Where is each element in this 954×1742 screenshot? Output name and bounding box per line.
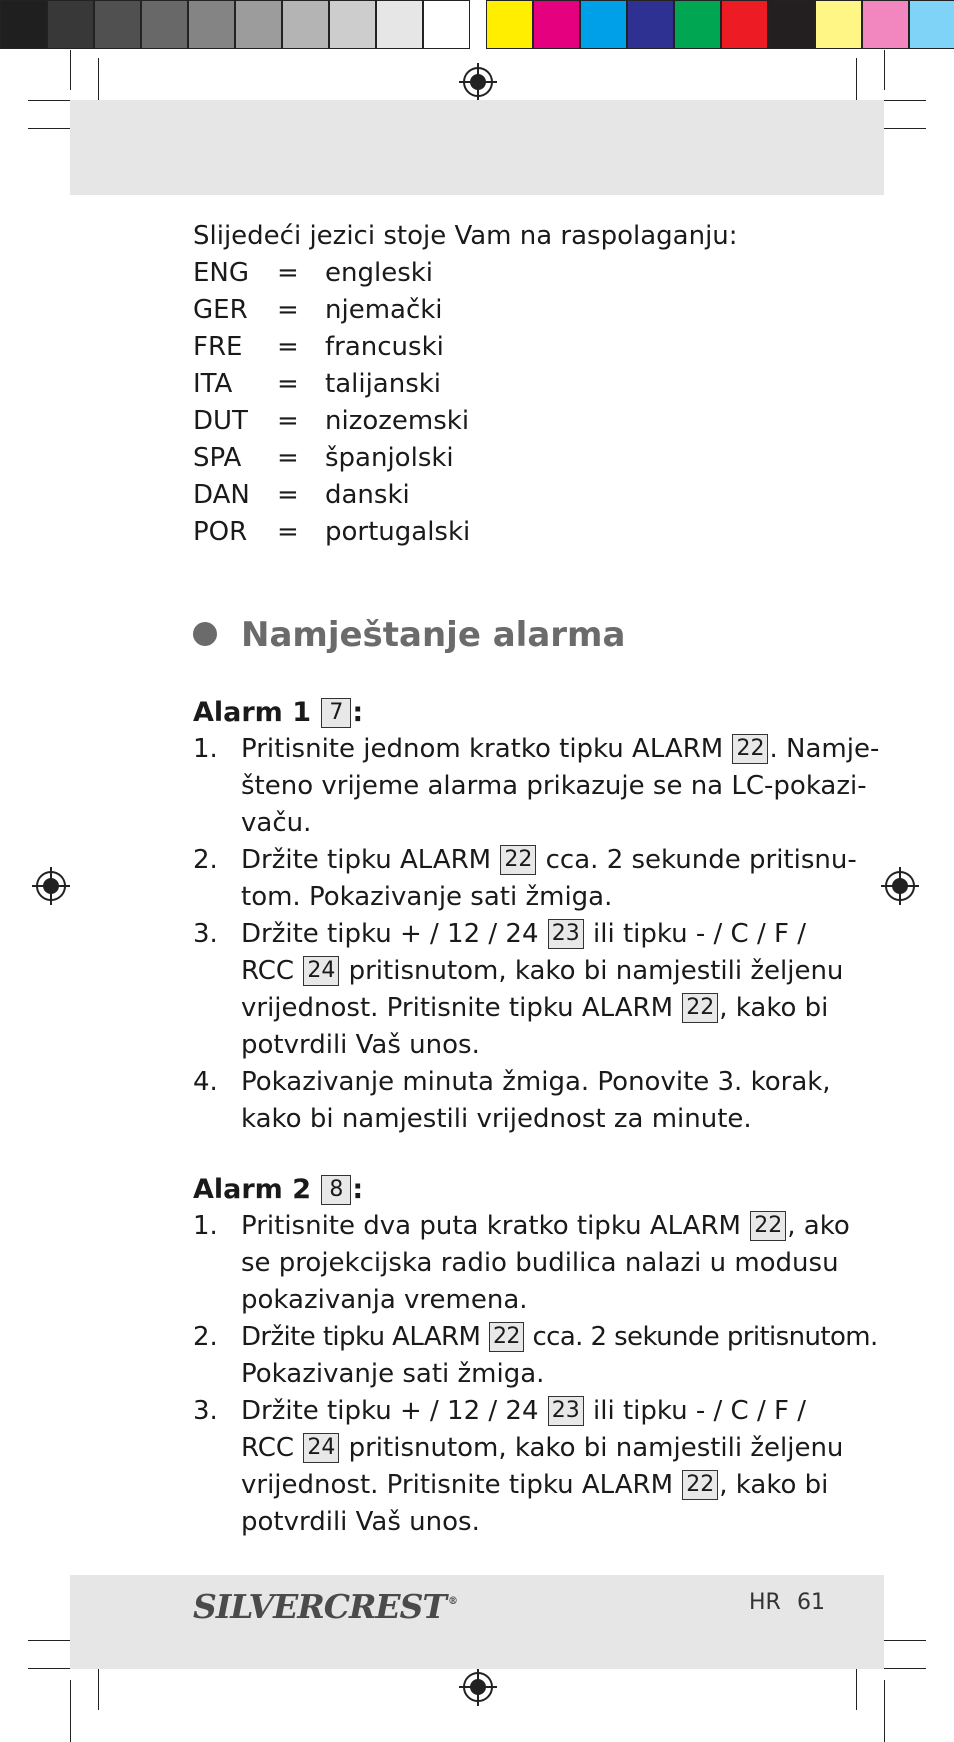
language-row [193,255,813,292]
step-text: cca. 2 sekunde pritisnu- [537,845,857,875]
language-row [193,514,813,551]
color-swatch [94,0,141,49]
ref-number: 22 [500,845,536,875]
registration-mark-icon [881,867,919,905]
step-line [241,1282,813,1319]
step-text: kako bi namjestili vrijednost za minute. [241,1104,752,1134]
alarm2-block [193,1171,878,1541]
color-swatch [235,0,282,49]
step-item [193,1319,878,1393]
equals-sign: = [277,369,299,399]
ref-number: 22 [750,1211,786,1241]
color-calibration-bar [0,0,954,50]
color-swatch [329,0,376,49]
color-swatch [423,0,470,49]
ref-number: 24 [303,1433,339,1463]
step-line [241,1208,850,1245]
step-number: 2. [193,845,218,875]
step-text: Držite tipku ALARM [241,845,500,875]
alarm2-title [193,1171,813,1208]
step-text: , kako bi [719,993,829,1023]
color-swatch [486,0,533,49]
equals-sign: = [277,295,299,325]
language-name: francuski [325,332,444,362]
ref-number: 23 [548,919,584,949]
alarm1-block [193,694,880,1138]
step-text: Pokazivanje sati žmiga. [241,1359,545,1389]
step-line [241,731,880,768]
language-name: nizozemski [325,406,470,436]
color-swatch [0,0,47,49]
step-line [241,768,867,805]
step-number: 3. [193,1396,218,1426]
registration-mark-icon [32,867,70,905]
step-text: šteno vrijeme alarma prikazuje se na LC-pokazi- [241,771,867,801]
language-name: španjolski [325,443,454,473]
step-text: Držite tipku + / 12 / 24 [241,1396,547,1426]
step-text: Pritisnite dva puta kratko tipku ALARM [241,1211,750,1241]
language-code-label: DAN [193,480,250,510]
step-number: 4. [193,1067,218,1097]
step-text: RCC [241,1433,303,1463]
step-text: . Namje- [769,734,880,764]
step-line [241,1319,878,1356]
language-intro: Slijedeći jezici stoje Vam na raspolaganju: [193,221,738,251]
language-name: danski [325,480,410,510]
color-swatch [862,0,909,49]
step-line [241,953,844,990]
language-name: engleski [325,258,434,288]
step-text: pritisnutom, kako bi namjestili željenu [340,1433,844,1463]
equals-sign: = [277,332,299,362]
language-name: portugalski [325,517,471,547]
step-text: Pritisnite jednom kratko tipku ALARM [241,734,732,764]
registration-mark-icon [459,1668,497,1706]
step-number: 3. [193,919,218,949]
step-text: pokazivanja vremena. [241,1285,528,1315]
step-line [241,1027,813,1064]
language-code: HR [749,1590,781,1615]
crop-mark [884,1680,885,1742]
step-text: ili tipku - / C / F / [584,919,806,949]
color-swatch [282,0,329,49]
step-line [241,1430,844,1467]
color-swatch [47,0,94,49]
language-code-label: SPA [193,443,242,473]
color-swatch [376,0,423,49]
color-swatch [188,0,235,49]
language-list [193,218,813,551]
step-text: vaču. [241,808,312,838]
section-heading [193,612,625,658]
step-item [193,916,844,1064]
language-name: talijanski [325,369,442,399]
step-item [193,1064,831,1138]
step-item [193,1393,844,1541]
language-row [193,440,813,477]
alarm2-colon: : [352,1174,364,1205]
brand-logo [193,1584,457,1625]
step-text: potvrdili Vaš unos. [241,1507,480,1537]
step-text: pritisnutom, kako bi namjestili željenu [340,956,844,986]
step-line [241,1356,813,1393]
step-number: 1. [193,734,218,764]
color-swatch [580,0,627,49]
language-row [193,292,813,329]
ref-number: 23 [548,1396,584,1426]
step-number: 1. [193,1211,218,1241]
language-code-label: FRE [193,332,243,362]
equals-sign: = [277,406,299,436]
alarm1-colon: : [352,697,364,728]
step-line [241,1504,813,1541]
step-text: vrijednost. Pritisnite tipku ALARM [241,993,682,1023]
step-text: se projekcijska radio budilica nalazi u modusu [241,1248,839,1278]
language-row [193,403,813,440]
step-line [241,916,813,953]
step-line [241,1393,813,1430]
color-swatch [674,0,721,49]
color-swatch [815,0,862,49]
equals-sign: = [277,480,299,510]
crop-mark [884,50,885,90]
section-title: Namještanje alarma [241,615,626,655]
step-line [241,879,813,916]
alarm1-title [193,694,813,731]
step-text: RCC [241,956,303,986]
step-text: vrijednost. Pritisnite tipku ALARM [241,1470,682,1500]
step-item [193,731,880,842]
language-name: njemački [325,295,443,325]
ref-number: 7 [321,698,351,728]
step-line [241,805,813,842]
color-swatch [533,0,580,49]
ref-number: 22 [489,1322,524,1352]
color-swatch [768,0,815,49]
color-swatch [141,0,188,49]
ref-number: 8 [321,1175,351,1205]
step-text: Pokazivanje minuta žmiga. Ponovite 3. korak, [241,1067,831,1097]
color-swatch [721,0,768,49]
language-row [193,366,813,403]
language-code-label: GER [193,295,248,325]
registration-mark-icon [459,63,497,101]
color-swatch [909,0,954,49]
page-number: 61 [797,1590,825,1615]
alarm1-title-text: Alarm 1 [193,697,312,728]
step-number: 2. [193,1322,218,1352]
crop-mark [70,1680,71,1742]
language-row [193,329,813,366]
step-line [241,990,829,1027]
equals-sign: = [277,517,299,547]
step-text: tom. Pokazivanje sati žmiga. [241,882,613,912]
step-text: ili tipku - / C / F / [584,1396,806,1426]
step-line [241,1467,829,1504]
ref-number: 24 [303,956,339,986]
step-item [193,842,857,916]
step-text: Držite tipku ALARM [241,1322,488,1352]
step-line [241,1064,831,1101]
step-text: , ako [787,1211,850,1241]
equals-sign: = [277,443,299,473]
crop-mark [70,50,71,90]
step-line [241,1245,839,1282]
ref-number: 22 [682,993,718,1023]
step-text: potvrdili Vaš unos. [241,1030,480,1060]
step-line [241,1101,813,1138]
ref-number: 22 [732,734,768,764]
ref-number: 22 [682,1470,718,1500]
bullet-icon [193,622,217,646]
brand-name: SILVERCREST [193,1587,446,1626]
step-text: Držite tipku + / 12 / 24 [241,919,547,949]
header-band [70,100,884,195]
language-code-label: DUT [193,406,248,436]
equals-sign: = [277,258,299,288]
language-code-label: ITA [193,369,233,399]
language-row [193,477,813,514]
alarm2-title-text: Alarm 2 [193,1174,312,1205]
step-line [241,842,857,879]
color-swatch [627,0,674,49]
language-code-label: ENG [193,258,250,288]
step-item [193,1208,850,1319]
language-code-label: POR [193,517,248,547]
step-text: , kako bi [719,1470,829,1500]
registered-mark: ® [447,1596,457,1607]
step-text: cca. 2 sekunde pritisnutom. [524,1322,878,1352]
